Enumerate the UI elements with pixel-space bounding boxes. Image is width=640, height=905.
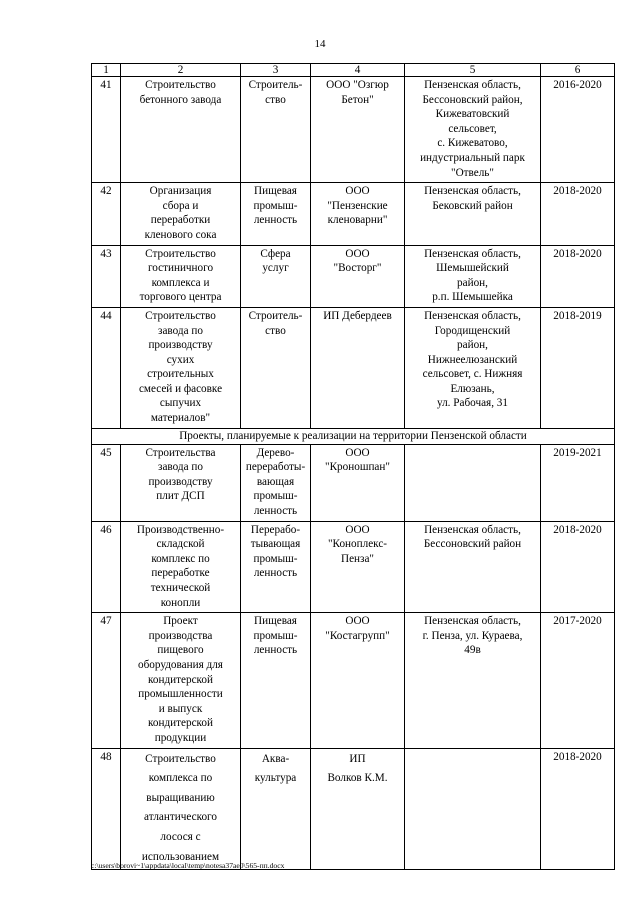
- years: 2018-2020: [541, 245, 615, 307]
- header-cell: 5: [405, 64, 541, 77]
- row-number: 42: [92, 183, 121, 245]
- location: Пензенская область, Бессоновский район: [405, 521, 541, 613]
- location: Пензенская область, Городищенский район, Нижнеелюзанский сельсовет, с. Нижняя Елюзань, ул. Рабочая, 31: [405, 307, 541, 428]
- project-name: Строительство завода по производству сухих строительных смесей и фасовке сыпучих материалов": [121, 307, 241, 428]
- header-cell: 1: [92, 64, 121, 77]
- years: 2019-2021: [541, 444, 615, 521]
- location: Пензенская область, Бессоновский район, Кижеватовский сельсовет, с. Кижеватово, индустриальный парк "Отвель": [405, 77, 541, 183]
- row-number: 44: [92, 307, 121, 428]
- years: 2018-2020: [541, 521, 615, 613]
- row-number: 43: [92, 245, 121, 307]
- industry: Строитель- ство: [241, 77, 311, 183]
- table-row: [92, 245, 615, 307]
- project-name: Организация сбора и переработки кленового сока: [121, 183, 241, 245]
- row-number: 41: [92, 77, 121, 183]
- years: 2018-2019: [541, 307, 615, 428]
- location: Пензенская область, Бековский район: [405, 183, 541, 245]
- years: 2018-2020: [541, 183, 615, 245]
- table-row: [92, 307, 615, 428]
- organization: ИП Волков К.М.: [311, 748, 405, 870]
- projects-table: [91, 63, 615, 870]
- table-row: [92, 183, 615, 245]
- table-row: [92, 521, 615, 613]
- row-number: 47: [92, 613, 121, 748]
- project-name: Строительство комплекса по выращиванию атлантического лосося с использованием: [121, 748, 241, 870]
- header-cell: 4: [311, 64, 405, 77]
- file-path-footer: c:\users\borovi~1\appdata\local\temp\notesa37ae0\565-пп.docx: [91, 861, 285, 870]
- header-row: [92, 64, 615, 77]
- industry: Дерево- переработы- вающая промыш- ленность: [241, 444, 311, 521]
- years: 2016-2020: [541, 77, 615, 183]
- organization: ООО "Костагрупп": [311, 613, 405, 748]
- organization: ООО "Озгюр Бетон": [311, 77, 405, 183]
- header-cell: 2: [121, 64, 241, 77]
- location: Пензенская область, Шемышейский район, р.п. Шемышейка: [405, 245, 541, 307]
- organization: ООО "Коноплекс- Пенза": [311, 521, 405, 613]
- project-name: Строительство гостиничного комплекса и торгового центра: [121, 245, 241, 307]
- location: [405, 444, 541, 521]
- project-name: Строительство бетонного завода: [121, 77, 241, 183]
- row-number: 48: [92, 748, 121, 870]
- years: 2017-2020: [541, 613, 615, 748]
- industry: Перерабо- тывающая промыш- ленность: [241, 521, 311, 613]
- location: Пензенская область, г. Пенза, ул. Кураева, 49в: [405, 613, 541, 748]
- table-row: [92, 748, 615, 870]
- industry: Аква- культура: [241, 748, 311, 870]
- table-row: [92, 613, 615, 748]
- industry: Строитель- ство: [241, 307, 311, 428]
- table-row: [92, 77, 615, 183]
- organization: ИП Дебердеев: [311, 307, 405, 428]
- organization: ООО "Кроношпан": [311, 444, 405, 521]
- section-row: [92, 428, 615, 444]
- header-cell: 6: [541, 64, 615, 77]
- organization: ООО "Пензенские кленоварни": [311, 183, 405, 245]
- project-name: Производственно- складской комплекс по переработке технической конопли: [121, 521, 241, 613]
- project-name: Проект производства пищевого оборудования для кондитерской промышленности и выпуск кондитерской продукции: [121, 613, 241, 748]
- table-row: [92, 444, 615, 521]
- industry: Пищевая промыш- ленность: [241, 183, 311, 245]
- years: 2018-2020: [541, 748, 615, 870]
- row-number: 46: [92, 521, 121, 613]
- page-number: 14: [314, 38, 326, 50]
- industry: Сфера услуг: [241, 245, 311, 307]
- section-title: Проекты, планируемые к реализации на территории Пензенской области: [92, 428, 615, 444]
- header-cell: 3: [241, 64, 311, 77]
- organization: ООО "Восторг": [311, 245, 405, 307]
- location: [405, 748, 541, 870]
- row-number: 45: [92, 444, 121, 521]
- project-name: Строительства завода по производству плит ДСП: [121, 444, 241, 521]
- industry: Пищевая промыш- ленность: [241, 613, 311, 748]
